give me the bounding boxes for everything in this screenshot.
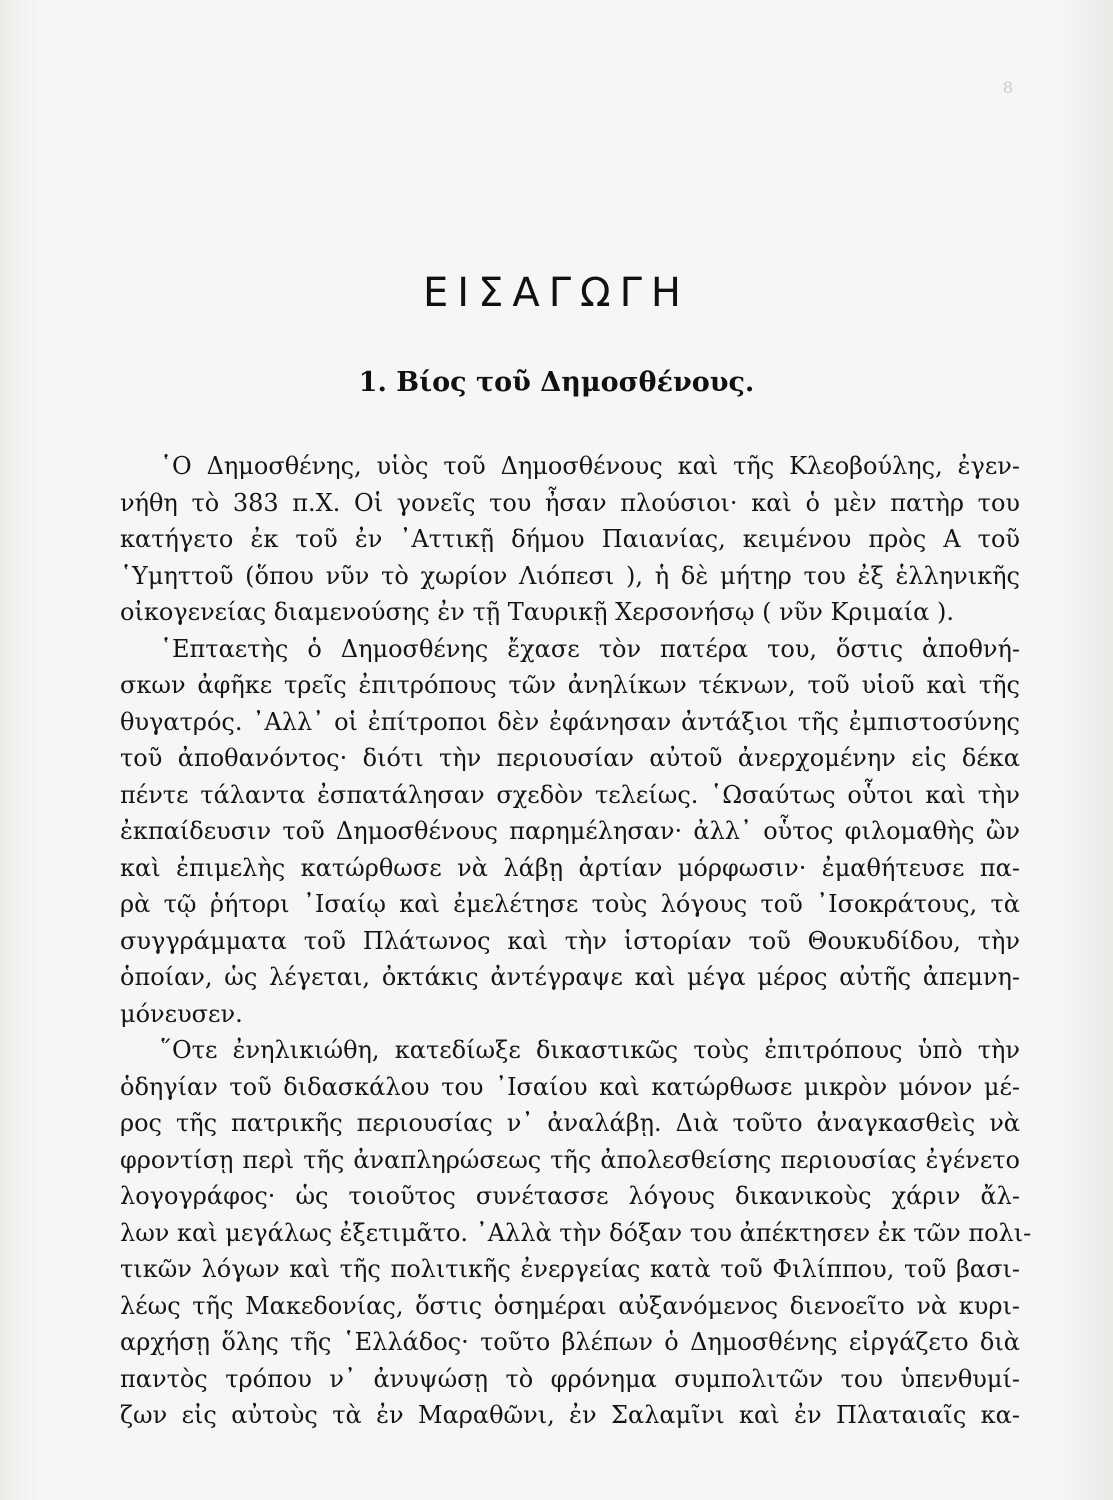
text-line: φροντίσῃ περὶ τῆς ἀναπληρώσεως τῆς ἀπολεσθείσης περιουσίας ἐγένετο [120,1145,1020,1174]
text-line: λογογράφος· ὡς τοιοῦτος συνέτασσε λόγους δικανικοὺς χάριν ἄλ- [120,1182,1020,1210]
section-heading: 1. Βίος τοῦ Δημοσθένους. [358,367,755,398]
page-number: 8 [1002,78,1013,97]
text-line: ῾Επταετὴς ὁ Δημοσθένης ἔχασε τὸν πατέρα του, ὅστις ἀποθνή- [160,634,1020,663]
text-line: λων καὶ μεγάλως ἐξετιμᾶτο. ᾿Αλλὰ τὴν δόξαν του ἀπέκτησεν ἐκ τῶν πολι- [120,1218,1032,1247]
text-line: ὁποίαν, ὡς λέγεται, ὀκτάκις ἀντέγραψε καὶ μέγα μέρος αὐτῆς ἀπεμνη- [120,963,1020,991]
text-line: πέντε τάλαντα ἐσπατάλησαν σχεδὸν τελείως. ῾Ωσαύτως οὗτοι καὶ τὴν [120,780,1020,809]
text-line: καὶ ἐπιμελὴς κατώρθωσε νὰ λάβῃ ἀρτίαν μόρφωσιν· ἐμαθήτευσε πα- [120,853,1020,882]
text-line: τικῶν λόγων καὶ τῆς πολιτικῆς ἐνεργείας κατὰ τοῦ Φιλίππου, τοῦ βασι- [120,1255,1020,1283]
chapter-title: ΕΙΣΑΓΩΓΗ [423,270,690,316]
body-text [120,448,1032,1434]
text-line: ζων εἰς αὐτοὺς τὰ ἐν Μαραθῶνι, ἐν Σαλαμῖνι καὶ ἐν Πλαταιαῖς κα- [120,1401,1020,1429]
text-line: αρχήσῃ ὅλης τῆς ῾Ελλάδος· τοῦτο βλέπων ὁ Δημοσθένης εἰργάζετο διὰ [120,1328,1020,1356]
text-line: θυγατρός. ᾿Αλλ᾿ οἱ ἐπίτροποι δὲν ἐφάνησαν ἀντάξιοι τῆς ἐμπιστοσύνης [120,707,1020,736]
text-line: ὁδηγίαν τοῦ διδασκάλου του ᾿Ισαίου καὶ κατώρθωσε μικρὸν μόνον μέ- [120,1072,1020,1101]
text-line: ρὰ τῷ ῥήτορι ᾿Ισαίῳ καὶ ἐμελέτησε τοὺς λόγους τοῦ ᾿Ισοκράτους, τὰ [120,890,1020,918]
text-line: κατήγετο ἐκ τοῦ ἐν ᾿Αττικῇ δήμου Παιανίας, κειμένου πρὸς Α τοῦ [120,525,1020,553]
text-line: συγγράμματα τοῦ Πλάτωνος καὶ τὴν ἱστορίαν τοῦ Θουκυδίδου, τὴν [120,926,1020,955]
text-line: τοῦ ἀποθανόντος· διότι τὴν περιουσίαν αὐτοῦ ἀνερχομένην εἰς δέκα [120,744,1020,772]
text-line: ῞Οτε ἐνηλικιώθη, κατεδίωξε δικαστικῶς τοὺς ἐπιτρόπους ὑπὸ τὴν [160,1036,1020,1064]
text-line: παντὸς τρόπου ν᾿ ἀνυψώσῃ τὸ φρόνημα συμπολιτῶν του ὑπενθυμί- [120,1364,1020,1393]
text-line: νήθη τὸ 383 π.Χ. Οἱ γονεῖς του ἦσαν πλούσιοι· καὶ ὁ μὲν πατὴρ του [120,488,1020,517]
text-line: ρος τῆς πατρικῆς περιουσίας ν᾿ ἀναλάβῃ. Διὰ τοῦτο ἀναγκασθεὶς νὰ [120,1109,1020,1137]
text-line: μόνευσεν. [120,999,243,1028]
text-line: ἐκπαίδευσιν τοῦ Δημοσθένους παρημέλησαν· ἀλλ᾿ οὗτος φιλομαθὴς ὢν [120,817,1020,845]
text-line: λέως τῆς Μακεδονίας, ὅστις ὁσημέραι αὐξανόμενος διενοεῖτο νὰ κυρι- [120,1291,1020,1320]
text-line: ῾Ο Δημοσθένης, υἱὸς τοῦ Δημοσθένους καὶ τῆς Κλεοβούλης, ἐγεν- [160,452,1020,480]
text-line: ῾Υμηττοῦ (ὅπου νῦν τὸ χωρίον Λιόπεσι ), ἡ δὲ μήτηρ του ἐξ ἑλληνικῆς [120,561,1020,590]
text-line: οἰκογενείας διαμενούσης ἐν τῇ Ταυρικῇ Χερσονήσῳ ( νῦν Κριμαία ). [120,598,954,626]
text-line: σκων ἀφῆκε τρεῖς ἐπιτρόπους τῶν ἀνηλίκων τέκνων, τοῦ υἱοῦ καὶ τῆς [120,671,1020,699]
